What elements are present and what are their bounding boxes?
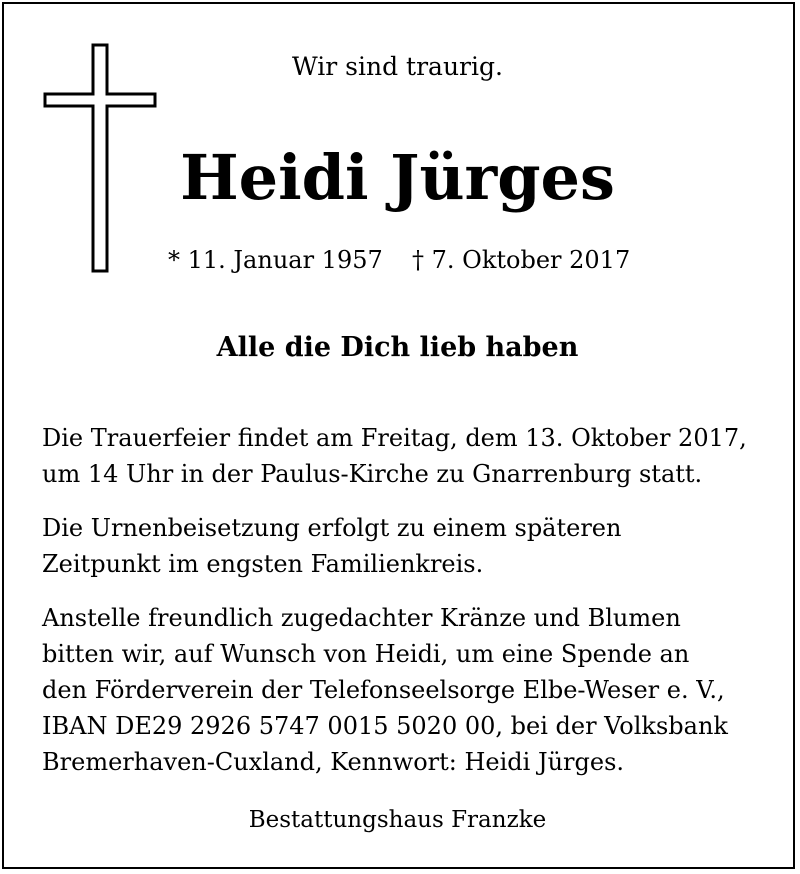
paragraph-line: IBAN DE29 2926 5747 0015 5020 00, bei der Volksbank [42,712,728,740]
paragraph-line: Anstelle freundlich zugedachter Kränze und Blumen [42,604,681,632]
paragraph-line: um 14 Uhr in der Paulus-Kirche zu Gnarrenburg statt. [42,460,703,488]
paragraph-line: Bremerhaven-Cuxland, Kennwort: Heidi Jürges. [42,748,625,776]
funeral-home-signature: Bestattungshaus Franzke [248,807,547,833]
paragraph-line: bitten wir, auf Wunsch von Heidi, um eine Spende an [42,640,690,668]
donation-paragraph [42,600,762,780]
death-date: † 7. Oktober 2017 [412,246,631,274]
paragraph-line: den Förderverein der Telefonseelsorge Elbe-Weser e. V., [42,676,725,704]
paragraph-line: Zeitpunkt im engsten Familienkreis. [42,550,484,578]
paragraph-line: Die Trauerfeier findet am Freitag, dem 13. Oktober 2017, [42,424,747,452]
burial-paragraph [42,510,762,582]
birth-date: * 11. Januar 1957 [168,246,383,274]
deceased-name: Heidi Jürges [180,141,615,214]
mourners-line: Alle die Dich lieb haben [216,332,579,363]
intro-text: Wir sind traurig. [292,52,503,81]
cross-icon [42,43,158,273]
paragraph-line: Die Urnenbeisetzung erfolgt zu einem späteren [42,514,622,542]
funeral-service-paragraph [42,420,762,492]
